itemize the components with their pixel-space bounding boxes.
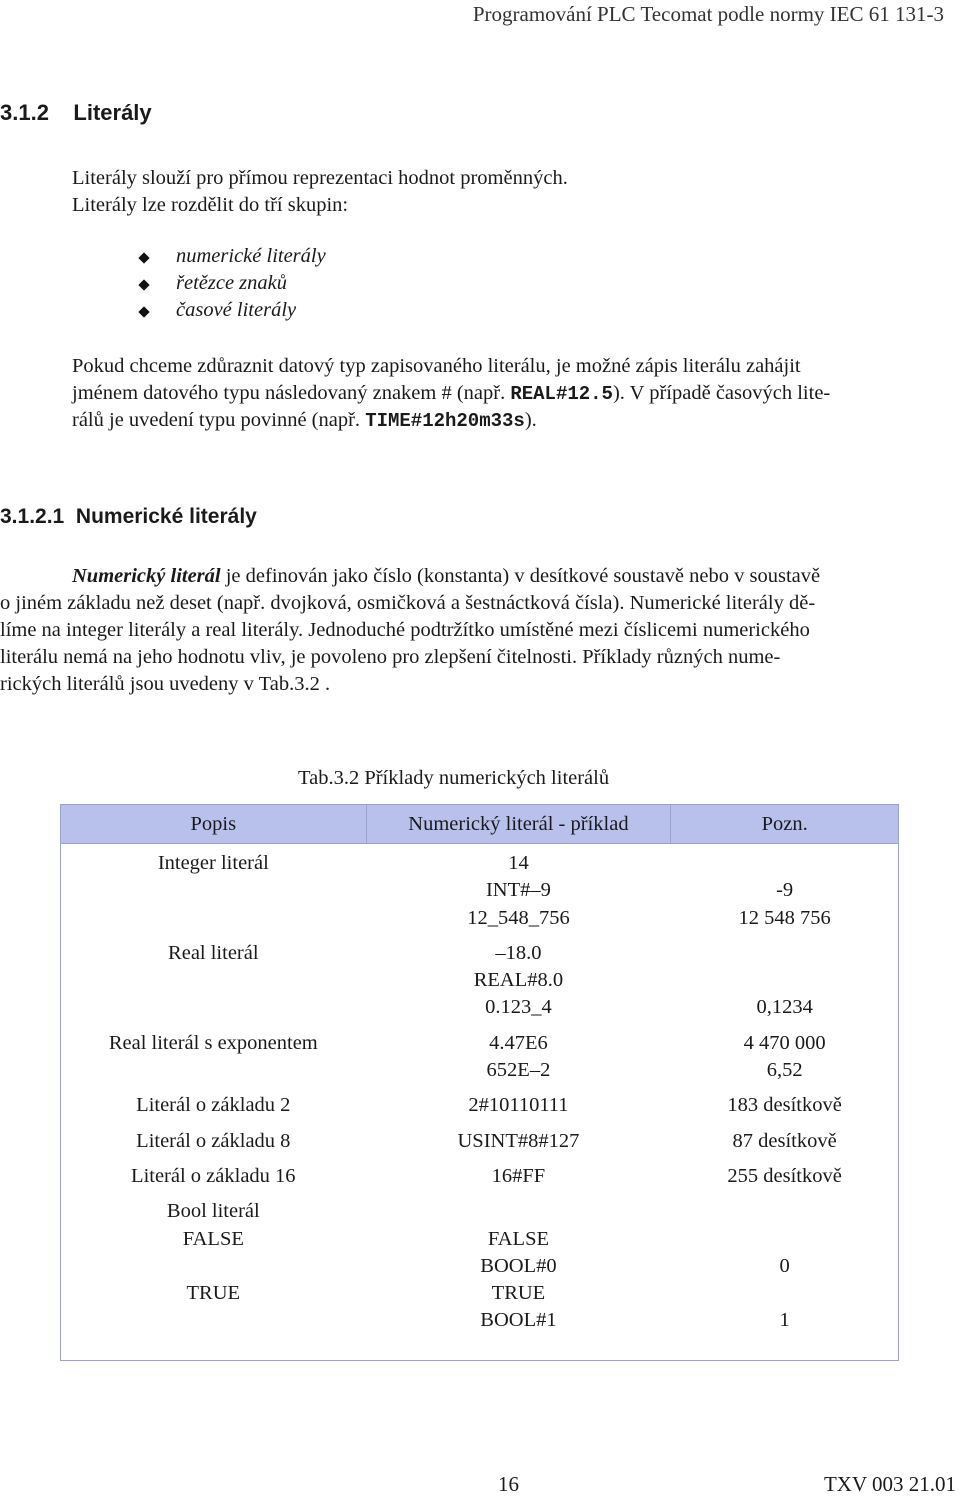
table-cell-priklad: –18.0 REAL#8.0 0.123_4	[473, 941, 564, 1019]
code-literal: TIME#12h20m33s	[365, 410, 525, 432]
table-cell-popis: Literál o základu 2	[136, 1094, 291, 1117]
table-cell-priklad: 2#10110111	[468, 1094, 569, 1117]
table-header-popis: Popis	[61, 805, 367, 844]
subsection-heading	[0, 505, 257, 529]
term-emphasis: Numerický literál	[72, 565, 221, 587]
table-cell-popis: Literál o základu 8	[136, 1129, 291, 1152]
table-row	[61, 1088, 899, 1123]
section-title: Literály	[73, 100, 152, 125]
document-code: TXV 003 21.01	[823, 1472, 956, 1496]
table-cell-popis: Real literál	[168, 941, 259, 964]
table-row	[61, 1194, 899, 1338]
table-caption: Tab.3.2 Příklady numerických literálů	[298, 767, 610, 789]
subsection-number: 3.1.2.1	[0, 505, 65, 528]
intro-line-2: Literály lze rozdělit do tří skupin:	[72, 194, 349, 216]
table-cell-popis: Bool literál FALSE TRUE	[166, 1200, 260, 1305]
table-cell-popis: Integer literál	[157, 852, 269, 874]
table-cell-pozn: 0,1234	[756, 996, 813, 1019]
diamond-bullet-icon	[138, 306, 149, 317]
section-number: 3.1.2	[0, 100, 49, 125]
table-row	[61, 1159, 899, 1194]
table-cell-popis: Real literál s exponentem	[108, 1031, 318, 1054]
table-cell-pozn: 4 470 000 6,52	[743, 1031, 826, 1082]
table-cell-priklad: FALSE BOOL#0 TRUE BOOL#1	[480, 1227, 557, 1332]
code-literal: REAL#12.5	[510, 383, 613, 405]
diamond-bullet-icon	[138, 279, 149, 290]
table-row	[61, 936, 899, 1026]
table-cell-priklad: USINT#8#127	[457, 1129, 580, 1152]
table-cell-pozn: 255 desítkově	[727, 1164, 842, 1187]
subsection-title: Numerické literály	[75, 505, 257, 528]
page-number: 16	[498, 1472, 519, 1496]
diamond-bullet-icon	[138, 252, 149, 263]
table-cell-pozn: 0 1	[779, 1254, 790, 1332]
table-cell-priklad: 4.47E6 652E–2	[486, 1031, 551, 1082]
table-cell-priklad: 16#FF	[491, 1164, 546, 1187]
table-header-priklad: Numerický literál - příklad	[366, 805, 671, 844]
table-row	[61, 1124, 899, 1159]
intro-line-1: Literály slouží pro přímou reprezentaci hodnot proměnných.	[72, 167, 568, 189]
table-cell-priklad: 14 INT#–9 12_548_756	[467, 852, 570, 929]
table-cell-popis: Literál o základu 16	[131, 1164, 296, 1187]
table-row	[61, 844, 899, 936]
table-cell-pozn: 87 desítkově	[732, 1129, 837, 1152]
table-header-pozn: Pozn.	[671, 805, 899, 844]
table-row	[61, 1026, 899, 1089]
page-header: Programování PLC Tecomat podle normy IEC 61 131-3	[472, 2, 944, 26]
literals-table	[60, 804, 899, 1339]
section-heading	[0, 100, 152, 126]
table-cell-pozn: -9 12 548 756	[738, 879, 831, 929]
table-cell-pozn: 183 desítkově	[727, 1094, 842, 1117]
